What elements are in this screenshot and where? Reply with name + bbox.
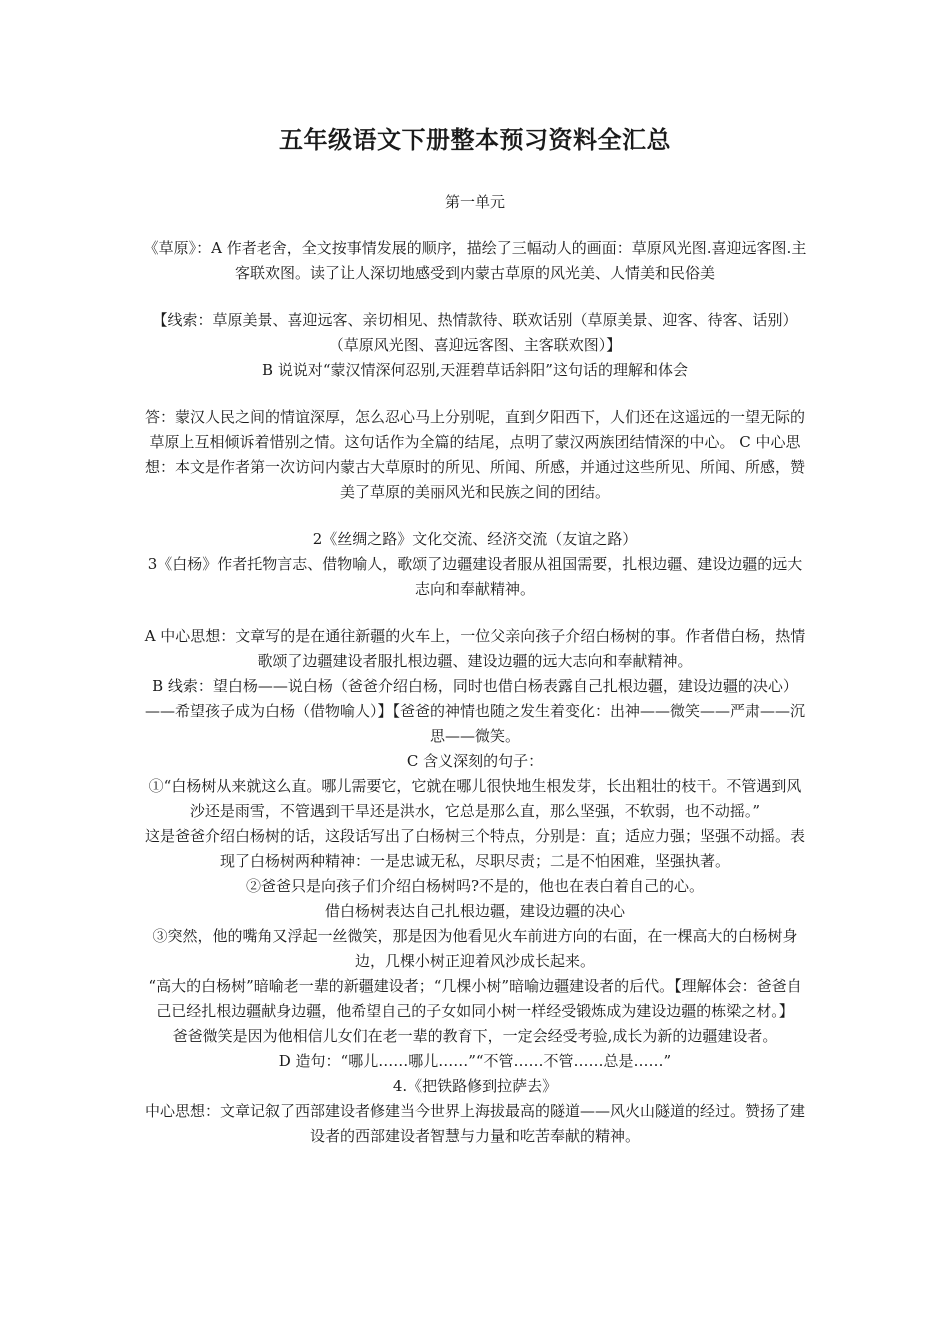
paragraph-quote-1-explain: 这是爸爸介绍白杨树的话，这段话写出了白杨树三个特点，分别是：直；适应力强；坚强不动摇。表现了白杨树两种精神：一是忠诚无私，尽职尽责；二是不怕困难，坚强执著。 <box>144 827 805 870</box>
unit-heading: 第一单元 <box>444 193 505 211</box>
paragraph-baiyang-intro: 3《白杨》作者托物言志、借物喻人，歌颂了边疆建设者服从祖国需要，扎根边疆、建设边疆的远大志向和奉献精神。 <box>147 555 803 598</box>
paragraph-quote-1: ①“白杨树从来就这么直。哪儿需要它，它就在哪儿很快地生根发芽，长出粗壮的枝干。不管遇到风沙还是雨雪，不管遇到干旱还是洪水，它总是那么直，那么坚强，不软弱，也不动摇。” <box>148 777 802 820</box>
paragraph-quote-2-explain: 借白杨树表达自己扎根边疆，建设边疆的决心 <box>324 902 625 920</box>
paragraph-quote-3: ③突然，他的嘴角又浮起一丝微笑，那是因为他看见火车前进方向的右面，在一棵高大的白杨树身边，几棵小树正迎着风沙成长起来。 <box>152 927 798 970</box>
paragraph-baiyang-theme: A 中心思想：文章写的是在通往新疆的火车上，一位父亲向孩子介绍白杨树的事。作者借白杨，热情歌颂了边疆建设者服扎根边疆、建设边疆的远大志向和奉献精神。 <box>144 627 806 670</box>
paragraph-sentence-making: D 造句：“哪儿……哪儿……”“不管……不管……总是……” <box>278 1052 672 1070</box>
paragraph-quote-2: ②爸爸只是向孩子们介绍白杨树吗?不是的，他也在表白着自己的心。 <box>245 877 705 895</box>
paragraph-quote-3-explain: “高大的白杨树”暗喻老一辈的新疆建设者；“几棵小树”暗喻边疆建设者的后代。【理解体会：爸爸自己已经扎根边疆献身边疆，他希望自己的子女如同小树一样经受锻炼成为建设边疆的栋梁之材。】 <box>148 977 802 1020</box>
paragraph-caoyuan-intro: 《草原》：A 作者老舍，全文按事情发展的顺序，描绘了三幅动人的画面：草原风光图.喜迎远客图.主客联欢图。读了让人深切地感受到内蒙古草原的风光美、人情美和民俗美 <box>143 239 807 282</box>
paragraph-father-smile: 爸爸微笑是因为他相信儿女们在老一辈的教育下，一定会经受考验,成长为新的边疆建设者。 <box>172 1027 778 1045</box>
paragraph-baiyang-sentences-heading: C 含义深刻的句子： <box>406 752 544 770</box>
paragraph-caoyuan-question: B 说说对“蒙汉情深何忍别,天涯碧草话斜阳”这句话的理解和体会 <box>262 361 688 379</box>
paragraph-caoyuan-clue: 【线索：草原美景、喜迎远客、亲切相见、热情款待、联欢话别（草原美景、迎客、待客、话别）（草原风光图、喜迎远客图、主客联欢图）】 <box>152 311 798 354</box>
document-page <box>142 120 808 1149</box>
paragraph-caoyuan-answer: 答：蒙汉人民之间的情谊深厚，怎么忍心马上分别呢，直到夕阳西下，人们还在这遥远的一望无际的草原上互相倾诉着惜别之情。这句话作为全篇的结尾，点明了蒙汉两族团结情深的中心。 C 中心思想：本文是作者第一次访问内蒙古大草原时的所见、所闻、所感，并通过这些所见、所闻、所感，赞美了草原的美丽风光和民族之间的团结。 <box>144 408 805 501</box>
document-title: 五年级语文下册整本预习资料全汇总 <box>279 125 671 154</box>
paragraph-baiyang-clue: B 线索：望白杨——说白杨（爸爸介绍白杨，同时也借白杨表露自己扎根边疆，建设边疆的决心）——希望孩子成为白杨（借物喻人）】【爸爸的神情也随之发生着变化：出神——微笑——严肃——沉思——微笑。 <box>144 677 805 745</box>
paragraph-railway-theme: 中心思想：文章记叙了西部建设者修建当今世界上海拔最高的隧道——风火山隧道的经过。赞扬了建设者的西部建设者智慧与力量和吃苦奉献的精神。 <box>144 1102 805 1145</box>
paragraph-silk-road: 2《丝绸之路》文化交流、经济交流（友谊之路） <box>312 530 638 548</box>
paragraph-railway-title: 4.《把铁路修到拉萨去》 <box>392 1077 558 1095</box>
